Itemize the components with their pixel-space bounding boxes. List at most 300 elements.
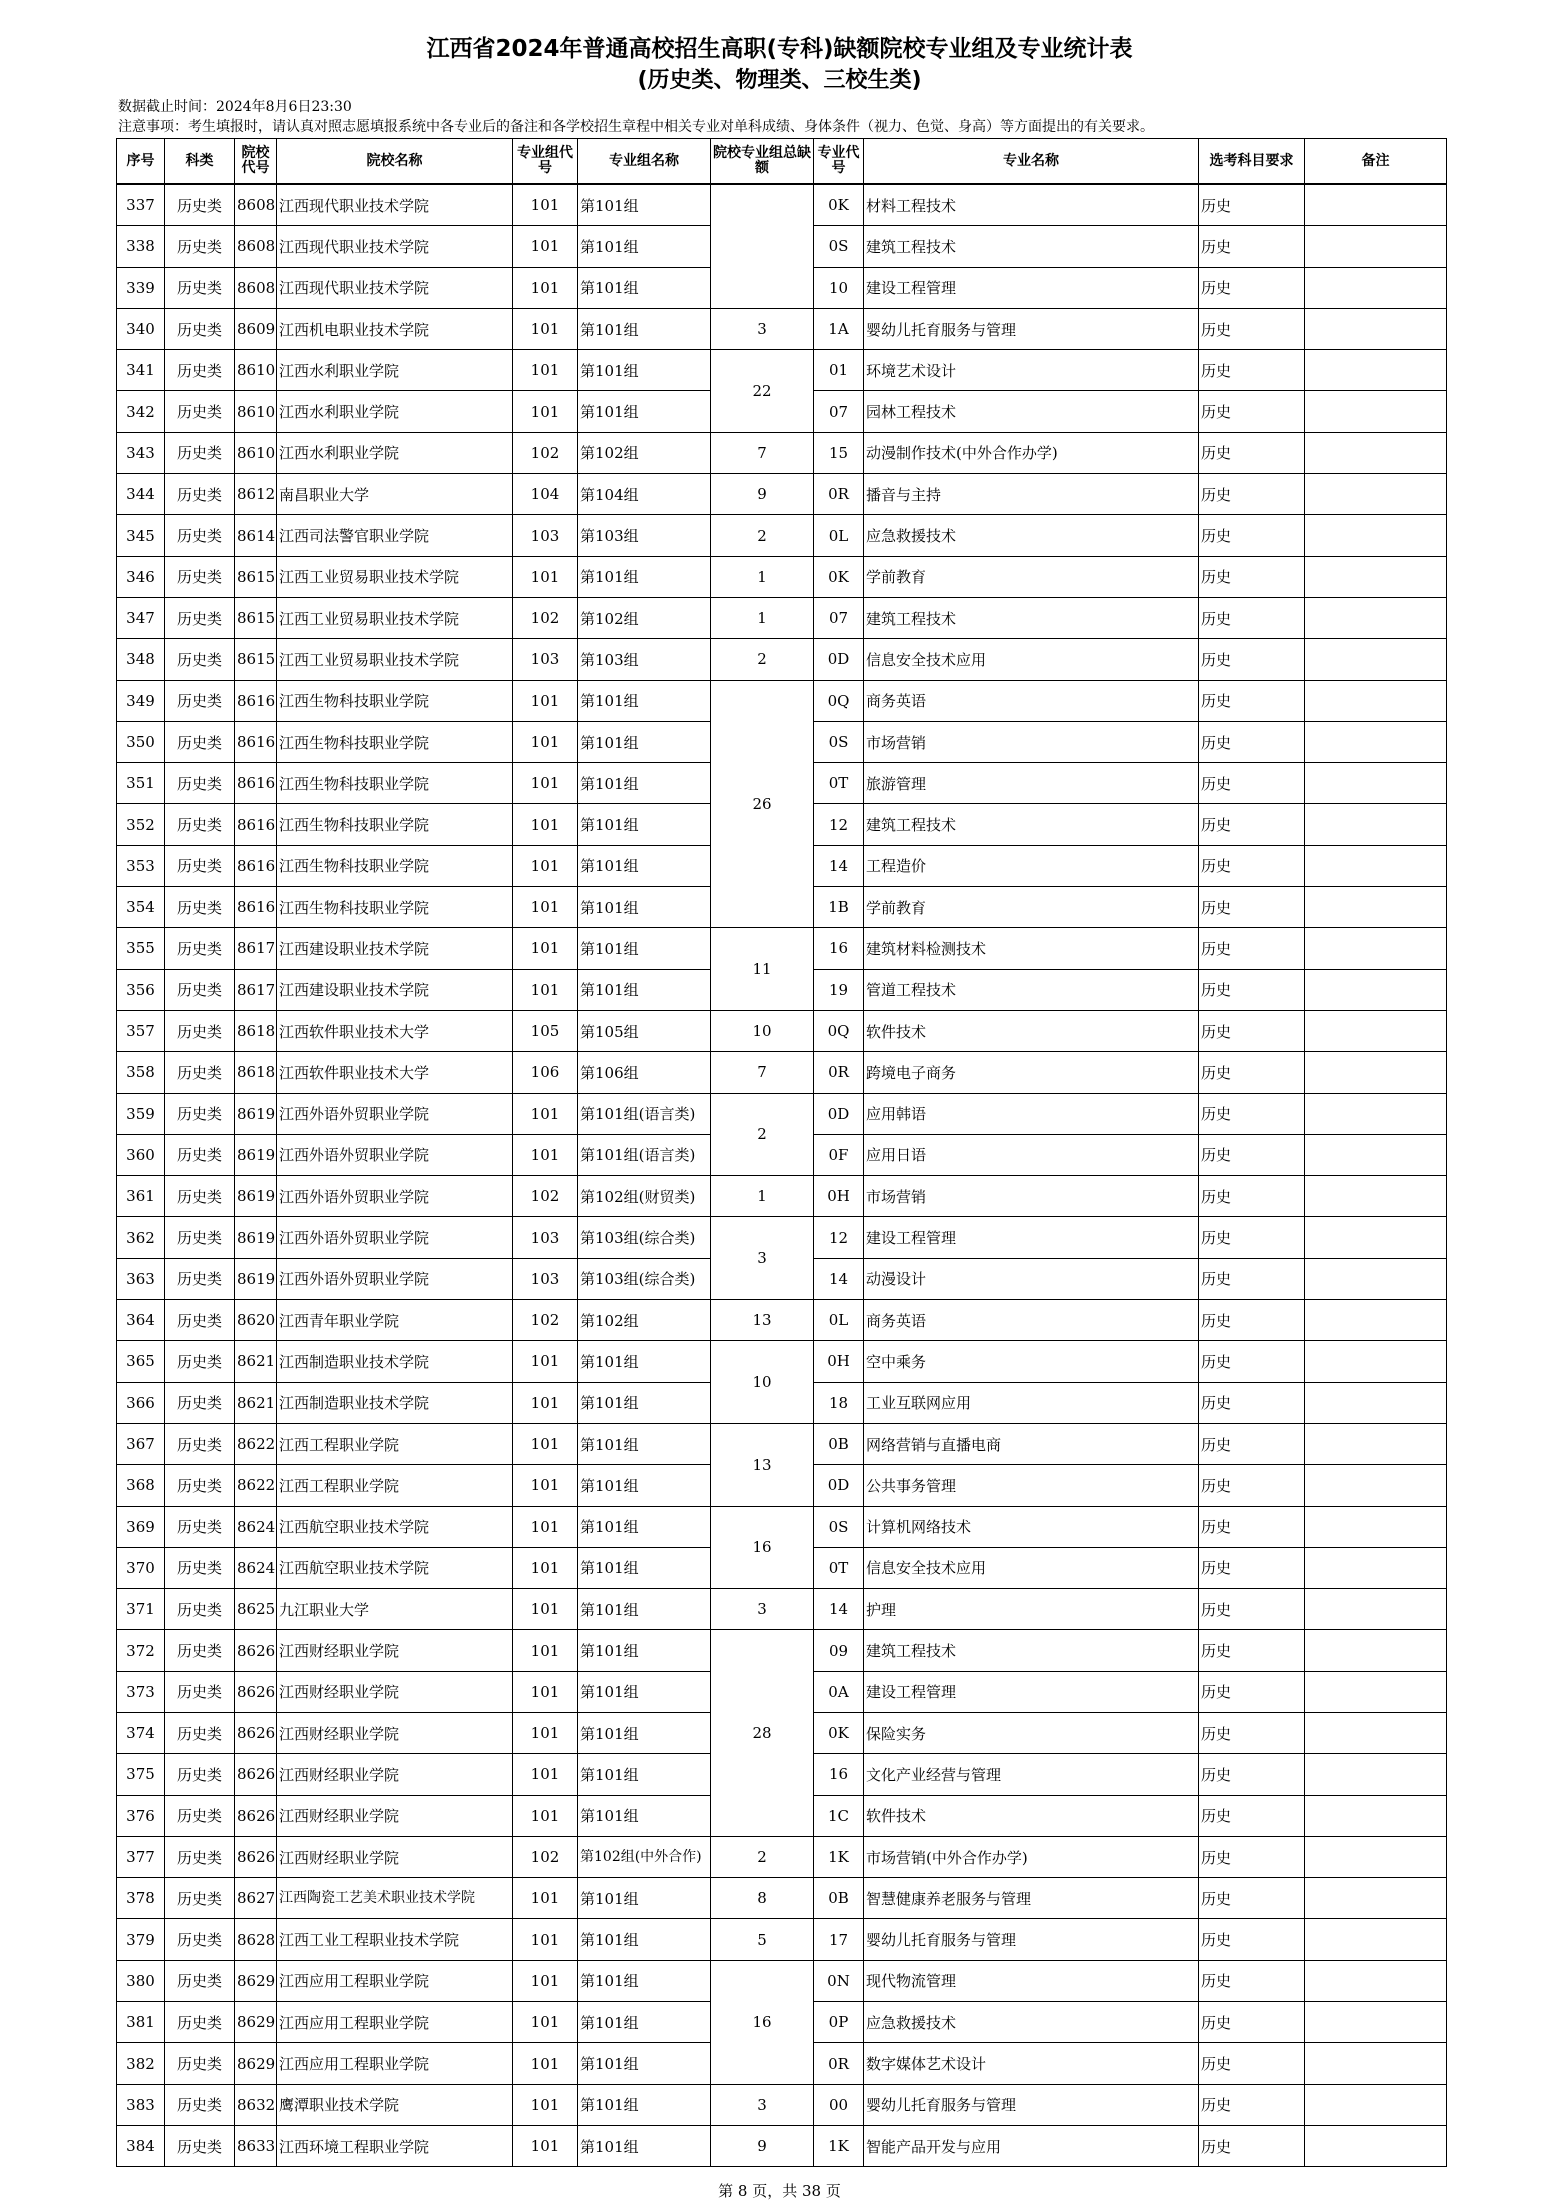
group-vacancy-cell: 13 xyxy=(711,1423,814,1506)
cat-cell: 历史类 xyxy=(165,2125,235,2166)
sc-cell: 8608 xyxy=(235,184,277,226)
sc-cell: 8619 xyxy=(235,1134,277,1175)
group-vacancy-cell: 10 xyxy=(711,1341,814,1424)
sc-cell: 8615 xyxy=(235,639,277,680)
cat-cell: 历史类 xyxy=(165,804,235,845)
cat-cell: 历史类 xyxy=(165,556,235,597)
seq-cell: 377 xyxy=(117,1836,165,1877)
sn-cell: 江西应用工程职业学院 xyxy=(277,2002,513,2043)
req-cell: 历史 xyxy=(1199,597,1305,638)
note-cell xyxy=(1305,2125,1447,2166)
gc-cell: 101 xyxy=(513,1341,578,1382)
cat-cell: 历史类 xyxy=(165,432,235,473)
table-row xyxy=(117,1960,1447,2001)
cat-cell: 历史类 xyxy=(165,267,235,308)
gc-cell: 101 xyxy=(513,1795,578,1836)
gc-cell: 101 xyxy=(513,350,578,391)
req-cell: 历史 xyxy=(1199,887,1305,928)
note-cell xyxy=(1305,804,1447,845)
mn-cell: 婴幼儿托育服务与管理 xyxy=(864,308,1199,349)
seq-cell: 354 xyxy=(117,887,165,928)
table-row xyxy=(117,308,1447,349)
sn-cell: 江西建设职业技术学院 xyxy=(277,928,513,969)
req-cell: 历史 xyxy=(1199,928,1305,969)
gn-cell: 第101组 xyxy=(578,1547,711,1588)
sc-cell: 8629 xyxy=(235,1960,277,2001)
group-vacancy-cell: 3 xyxy=(711,1217,814,1300)
table-row xyxy=(117,2084,1447,2125)
table-row xyxy=(117,432,1447,473)
group-vacancy-cell: 2 xyxy=(711,1093,814,1176)
gn-cell: 第102组 xyxy=(578,432,711,473)
mn-cell: 动漫设计 xyxy=(864,1258,1199,1299)
gc-cell: 101 xyxy=(513,556,578,597)
table-row xyxy=(117,639,1447,680)
note-cell xyxy=(1305,969,1447,1010)
sc-cell: 8628 xyxy=(235,1919,277,1960)
table-row xyxy=(117,2125,1447,2166)
cat-cell: 历史类 xyxy=(165,1960,235,2001)
header-cell: 院校专业组总缺额 xyxy=(711,139,814,185)
mc-cell: 0H xyxy=(814,1341,864,1382)
header-cell: 院校名称 xyxy=(277,139,513,185)
mn-cell: 建筑工程技术 xyxy=(864,226,1199,267)
sn-cell: 江西财经职业学院 xyxy=(277,1630,513,1671)
cat-cell: 历史类 xyxy=(165,515,235,556)
mc-cell: 0D xyxy=(814,1465,864,1506)
mc-cell: 0S xyxy=(814,1506,864,1547)
sn-cell: 江西生物科技职业学院 xyxy=(277,763,513,804)
table-row xyxy=(117,1010,1447,1051)
mn-cell: 信息安全技术应用 xyxy=(864,639,1199,680)
group-vacancy-cell xyxy=(711,184,814,308)
note-cell xyxy=(1305,845,1447,886)
note-cell xyxy=(1305,1341,1447,1382)
gn-cell: 第102组(中外合作) xyxy=(578,1836,711,1877)
cat-cell: 历史类 xyxy=(165,721,235,762)
note-cell xyxy=(1305,887,1447,928)
req-cell: 历史 xyxy=(1199,308,1305,349)
mc-cell: 07 xyxy=(814,391,864,432)
req-cell: 历史 xyxy=(1199,515,1305,556)
mc-cell: 0Q xyxy=(814,1010,864,1051)
gn-cell: 第101组 xyxy=(578,1630,711,1671)
sc-cell: 8626 xyxy=(235,1630,277,1671)
gn-cell: 第101组 xyxy=(578,391,711,432)
mn-cell: 建筑工程技术 xyxy=(864,597,1199,638)
gc-cell: 101 xyxy=(513,1506,578,1547)
seq-cell: 382 xyxy=(117,2043,165,2084)
gn-cell: 第102组 xyxy=(578,597,711,638)
cat-cell: 历史类 xyxy=(165,2043,235,2084)
mn-cell: 建筑工程技术 xyxy=(864,804,1199,845)
gn-cell: 第101组(语言类) xyxy=(578,1134,711,1175)
vacancy-table xyxy=(116,138,1447,2167)
gn-cell: 第101组 xyxy=(578,184,711,226)
table-row xyxy=(117,680,1447,721)
mc-cell: 0Q xyxy=(814,680,864,721)
group-vacancy-cell: 1 xyxy=(711,556,814,597)
mn-cell: 工业互联网应用 xyxy=(864,1382,1199,1423)
mn-cell: 建设工程管理 xyxy=(864,267,1199,308)
seq-cell: 358 xyxy=(117,1052,165,1093)
table-row xyxy=(117,1919,1447,1960)
sn-cell: 江西陶瓷工艺美术职业技术学院 xyxy=(277,1878,513,1919)
note-cell xyxy=(1305,1878,1447,1919)
gn-cell: 第101组 xyxy=(578,1423,711,1464)
gn-cell: 第101组 xyxy=(578,1671,711,1712)
note-cell xyxy=(1305,1919,1447,1960)
note-cell xyxy=(1305,1754,1447,1795)
gn-cell: 第102组 xyxy=(578,1300,711,1341)
req-cell: 历史 xyxy=(1199,1465,1305,1506)
gc-cell: 101 xyxy=(513,1754,578,1795)
gc-cell: 101 xyxy=(513,1960,578,2001)
group-vacancy-cell: 3 xyxy=(711,308,814,349)
sn-cell: 江西外语外贸职业学院 xyxy=(277,1258,513,1299)
sc-cell: 8614 xyxy=(235,515,277,556)
seq-cell: 371 xyxy=(117,1589,165,1630)
cat-cell: 历史类 xyxy=(165,350,235,391)
sn-cell: 江西司法警官职业学院 xyxy=(277,515,513,556)
seq-cell: 342 xyxy=(117,391,165,432)
sn-cell: 江西工业贸易职业技术学院 xyxy=(277,597,513,638)
seq-cell: 352 xyxy=(117,804,165,845)
group-vacancy-cell: 7 xyxy=(711,1052,814,1093)
gc-cell: 101 xyxy=(513,1919,578,1960)
mn-cell: 商务英语 xyxy=(864,1300,1199,1341)
cat-cell: 历史类 xyxy=(165,1010,235,1051)
seq-cell: 355 xyxy=(117,928,165,969)
req-cell: 历史 xyxy=(1199,2002,1305,2043)
gn-cell: 第101组 xyxy=(578,680,711,721)
sn-cell: 江西建设职业技术学院 xyxy=(277,969,513,1010)
group-vacancy-cell: 3 xyxy=(711,1589,814,1630)
group-vacancy-cell: 13 xyxy=(711,1300,814,1341)
gc-cell: 102 xyxy=(513,1176,578,1217)
req-cell: 历史 xyxy=(1199,804,1305,845)
sn-cell: 江西制造职业技术学院 xyxy=(277,1382,513,1423)
table-row xyxy=(117,928,1447,969)
sn-cell: 江西现代职业技术学院 xyxy=(277,184,513,226)
sn-cell: 江西工业贸易职业技术学院 xyxy=(277,556,513,597)
cat-cell: 历史类 xyxy=(165,887,235,928)
sn-cell: 江西生物科技职业学院 xyxy=(277,887,513,928)
table-row xyxy=(117,1630,1447,1671)
req-cell: 历史 xyxy=(1199,845,1305,886)
cat-cell: 历史类 xyxy=(165,845,235,886)
gc-cell: 105 xyxy=(513,1010,578,1051)
group-vacancy-cell: 1 xyxy=(711,1176,814,1217)
gn-cell: 第101组 xyxy=(578,350,711,391)
sc-cell: 8618 xyxy=(235,1052,277,1093)
gc-cell: 101 xyxy=(513,1465,578,1506)
req-cell: 历史 xyxy=(1199,1589,1305,1630)
mc-cell: 0R xyxy=(814,2043,864,2084)
note-cell xyxy=(1305,1960,1447,2001)
sn-cell: 江西工业贸易职业技术学院 xyxy=(277,639,513,680)
gc-cell: 101 xyxy=(513,267,578,308)
mn-cell: 应用韩语 xyxy=(864,1093,1199,1134)
sc-cell: 8622 xyxy=(235,1423,277,1464)
sc-cell: 8621 xyxy=(235,1382,277,1423)
mn-cell: 婴幼儿托育服务与管理 xyxy=(864,1919,1199,1960)
cat-cell: 历史类 xyxy=(165,308,235,349)
req-cell: 历史 xyxy=(1199,1341,1305,1382)
sn-cell: 九江职业大学 xyxy=(277,1589,513,1630)
table-row xyxy=(117,1589,1447,1630)
mc-cell: 0T xyxy=(814,1547,864,1588)
header-cell: 专业代号 xyxy=(814,139,864,185)
group-vacancy-cell: 3 xyxy=(711,2084,814,2125)
gc-cell: 101 xyxy=(513,680,578,721)
notice-text: 注意事项：考生填报时，请认真对照志愿填报系统中各专业后的备注和各学校招生章程中相关专业对单科成绩、身体条件（视力、色觉、身高）等方面提出的有关要求。 xyxy=(118,119,1154,135)
mn-cell: 动漫制作技术(中外合作办学) xyxy=(864,432,1199,473)
table-row xyxy=(117,1878,1447,1919)
gc-cell: 101 xyxy=(513,2125,578,2166)
sn-cell: 江西水利职业学院 xyxy=(277,391,513,432)
mn-cell: 商务英语 xyxy=(864,680,1199,721)
mc-cell: 07 xyxy=(814,597,864,638)
gn-cell: 第101组 xyxy=(578,804,711,845)
cat-cell: 历史类 xyxy=(165,1341,235,1382)
sc-cell: 8617 xyxy=(235,928,277,969)
note-cell xyxy=(1305,1010,1447,1051)
gc-cell: 103 xyxy=(513,1258,578,1299)
seq-cell: 351 xyxy=(117,763,165,804)
req-cell: 历史 xyxy=(1199,350,1305,391)
seq-cell: 353 xyxy=(117,845,165,886)
group-vacancy-cell: 8 xyxy=(711,1878,814,1919)
cat-cell: 历史类 xyxy=(165,763,235,804)
req-cell: 历史 xyxy=(1199,1010,1305,1051)
req-cell: 历史 xyxy=(1199,2125,1305,2166)
seq-cell: 362 xyxy=(117,1217,165,1258)
gn-cell: 第103组 xyxy=(578,515,711,556)
gn-cell: 第103组(综合类) xyxy=(578,1217,711,1258)
gn-cell: 第101组 xyxy=(578,2043,711,2084)
gc-cell: 101 xyxy=(513,2002,578,2043)
cat-cell: 历史类 xyxy=(165,1754,235,1795)
sc-cell: 8610 xyxy=(235,391,277,432)
cat-cell: 历史类 xyxy=(165,1795,235,1836)
sc-cell: 8610 xyxy=(235,432,277,473)
req-cell: 历史 xyxy=(1199,474,1305,515)
cat-cell: 历史类 xyxy=(165,1093,235,1134)
cat-cell: 历史类 xyxy=(165,1671,235,1712)
seq-cell: 367 xyxy=(117,1423,165,1464)
req-cell: 历史 xyxy=(1199,1382,1305,1423)
sc-cell: 8608 xyxy=(235,226,277,267)
sn-cell: 江西外语外贸职业学院 xyxy=(277,1134,513,1175)
note-cell xyxy=(1305,474,1447,515)
group-vacancy-cell: 7 xyxy=(711,432,814,473)
gn-cell: 第101组 xyxy=(578,556,711,597)
seq-cell: 378 xyxy=(117,1878,165,1919)
mc-cell: 0K xyxy=(814,556,864,597)
seq-cell: 360 xyxy=(117,1134,165,1175)
gn-cell: 第101组 xyxy=(578,267,711,308)
table-row xyxy=(117,556,1447,597)
note-cell xyxy=(1305,226,1447,267)
req-cell: 历史 xyxy=(1199,1960,1305,2001)
sc-cell: 8622 xyxy=(235,1465,277,1506)
mn-cell: 建设工程管理 xyxy=(864,1671,1199,1712)
sn-cell: 江西外语外贸职业学院 xyxy=(277,1093,513,1134)
req-cell: 历史 xyxy=(1199,721,1305,762)
note-cell xyxy=(1305,1465,1447,1506)
mc-cell: 0K xyxy=(814,1712,864,1753)
req-cell: 历史 xyxy=(1199,184,1305,226)
mc-cell: 0R xyxy=(814,474,864,515)
sc-cell: 8627 xyxy=(235,1878,277,1919)
seq-cell: 369 xyxy=(117,1506,165,1547)
req-cell: 历史 xyxy=(1199,1630,1305,1671)
sn-cell: 江西制造职业技术学院 xyxy=(277,1341,513,1382)
group-vacancy-cell: 2 xyxy=(711,1836,814,1877)
sc-cell: 8632 xyxy=(235,2084,277,2125)
note-cell xyxy=(1305,1795,1447,1836)
cat-cell: 历史类 xyxy=(165,1134,235,1175)
gn-cell: 第101组 xyxy=(578,969,711,1010)
cat-cell: 历史类 xyxy=(165,1506,235,1547)
mn-cell: 园林工程技术 xyxy=(864,391,1199,432)
gc-cell: 101 xyxy=(513,1382,578,1423)
gn-cell: 第101组 xyxy=(578,1919,711,1960)
note-cell xyxy=(1305,928,1447,969)
sn-cell: 江西财经职业学院 xyxy=(277,1671,513,1712)
cat-cell: 历史类 xyxy=(165,1423,235,1464)
sc-cell: 8619 xyxy=(235,1217,277,1258)
header-cell: 备注 xyxy=(1305,139,1447,185)
sn-cell: 江西生物科技职业学院 xyxy=(277,721,513,762)
mn-cell: 智慧健康养老服务与管理 xyxy=(864,1878,1199,1919)
sc-cell: 8624 xyxy=(235,1547,277,1588)
mn-cell: 建筑材料检测技术 xyxy=(864,928,1199,969)
mc-cell: 0D xyxy=(814,639,864,680)
sn-cell: 江西外语外贸职业学院 xyxy=(277,1217,513,1258)
seq-cell: 370 xyxy=(117,1547,165,1588)
cat-cell: 历史类 xyxy=(165,680,235,721)
cat-cell: 历史类 xyxy=(165,1052,235,1093)
note-cell xyxy=(1305,350,1447,391)
seq-cell: 381 xyxy=(117,2002,165,2043)
note-cell xyxy=(1305,184,1447,226)
table-row xyxy=(117,597,1447,638)
cat-cell: 历史类 xyxy=(165,1878,235,1919)
mc-cell: 0S xyxy=(814,721,864,762)
table-row xyxy=(117,1300,1447,1341)
note-cell xyxy=(1305,2043,1447,2084)
seq-cell: 379 xyxy=(117,1919,165,1960)
sn-cell: 江西生物科技职业学院 xyxy=(277,845,513,886)
req-cell: 历史 xyxy=(1199,1176,1305,1217)
gn-cell: 第101组 xyxy=(578,1712,711,1753)
req-cell: 历史 xyxy=(1199,432,1305,473)
cat-cell: 历史类 xyxy=(165,1217,235,1258)
gn-cell: 第101组 xyxy=(578,2125,711,2166)
note-cell xyxy=(1305,1630,1447,1671)
mn-cell: 文化产业经营与管理 xyxy=(864,1754,1199,1795)
gc-cell: 101 xyxy=(513,721,578,762)
note-cell xyxy=(1305,2002,1447,2043)
note-cell xyxy=(1305,1836,1447,1877)
table-row xyxy=(117,1423,1447,1464)
header-cell: 院校代号 xyxy=(235,139,277,185)
mn-cell: 软件技术 xyxy=(864,1795,1199,1836)
sn-cell: 江西现代职业技术学院 xyxy=(277,267,513,308)
sc-cell: 8626 xyxy=(235,1712,277,1753)
gc-cell: 101 xyxy=(513,1547,578,1588)
sc-cell: 8624 xyxy=(235,1506,277,1547)
req-cell: 历史 xyxy=(1199,2043,1305,2084)
mn-cell: 学前教育 xyxy=(864,556,1199,597)
mc-cell: 0B xyxy=(814,1423,864,1464)
cat-cell: 历史类 xyxy=(165,1919,235,1960)
gn-cell: 第106组 xyxy=(578,1052,711,1093)
table-row xyxy=(117,474,1447,515)
mc-cell: 0A xyxy=(814,1671,864,1712)
mn-cell: 空中乘务 xyxy=(864,1341,1199,1382)
gc-cell: 101 xyxy=(513,1589,578,1630)
gn-cell: 第103组(综合类) xyxy=(578,1258,711,1299)
mc-cell: 1A xyxy=(814,308,864,349)
table-row xyxy=(117,1176,1447,1217)
gn-cell: 第101组 xyxy=(578,226,711,267)
gc-cell: 101 xyxy=(513,928,578,969)
req-cell: 历史 xyxy=(1199,1795,1305,1836)
gc-cell: 101 xyxy=(513,763,578,804)
seq-cell: 345 xyxy=(117,515,165,556)
note-cell xyxy=(1305,1423,1447,1464)
gn-cell: 第105组 xyxy=(578,1010,711,1051)
mn-cell: 工程造价 xyxy=(864,845,1199,886)
mn-cell: 信息安全技术应用 xyxy=(864,1547,1199,1588)
gc-cell: 103 xyxy=(513,1217,578,1258)
note-cell xyxy=(1305,267,1447,308)
mc-cell: 0N xyxy=(814,1960,864,2001)
mn-cell: 播音与主持 xyxy=(864,474,1199,515)
cat-cell: 历史类 xyxy=(165,1630,235,1671)
sn-cell: 江西财经职业学院 xyxy=(277,1712,513,1753)
gn-cell: 第101组 xyxy=(578,845,711,886)
seq-cell: 350 xyxy=(117,721,165,762)
note-cell xyxy=(1305,1712,1447,1753)
group-vacancy-cell: 10 xyxy=(711,1010,814,1051)
mn-cell: 市场营销 xyxy=(864,721,1199,762)
mc-cell: 17 xyxy=(814,1919,864,1960)
seq-cell: 366 xyxy=(117,1382,165,1423)
seq-cell: 384 xyxy=(117,2125,165,2166)
sn-cell: 江西环境工程职业学院 xyxy=(277,2125,513,2166)
mc-cell: 1K xyxy=(814,2125,864,2166)
note-cell xyxy=(1305,763,1447,804)
cat-cell: 历史类 xyxy=(165,1176,235,1217)
table-row xyxy=(117,515,1447,556)
gc-cell: 101 xyxy=(513,969,578,1010)
mc-cell: 0P xyxy=(814,2002,864,2043)
gn-cell: 第101组 xyxy=(578,721,711,762)
header-cell: 选考科目要求 xyxy=(1199,139,1305,185)
mc-cell: 19 xyxy=(814,969,864,1010)
gc-cell: 101 xyxy=(513,804,578,845)
mn-cell: 建设工程管理 xyxy=(864,1217,1199,1258)
seq-cell: 376 xyxy=(117,1795,165,1836)
sn-cell: 江西财经职业学院 xyxy=(277,1795,513,1836)
mn-cell: 市场营销(中外合作办学) xyxy=(864,1836,1199,1877)
sc-cell: 8616 xyxy=(235,845,277,886)
mc-cell: 18 xyxy=(814,1382,864,1423)
